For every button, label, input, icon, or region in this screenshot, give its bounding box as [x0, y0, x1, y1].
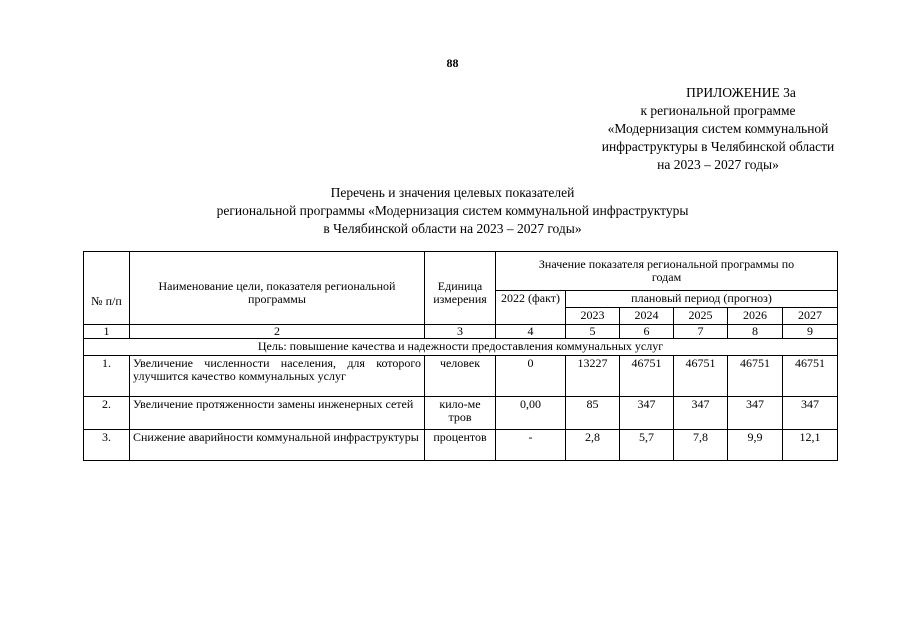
row-plan-value: 347	[620, 397, 674, 430]
header-unit	[425, 252, 496, 325]
header-value-group	[496, 252, 838, 291]
goal-row: Цель: повышение качества и надежности предоставления коммунальных услуг	[84, 339, 838, 356]
row-plan-value: 85	[566, 397, 620, 430]
header-plan-period	[566, 291, 838, 308]
header-unit-text: Единица измерения	[433, 279, 487, 306]
document-title	[0, 184, 905, 238]
row-unit	[425, 397, 496, 430]
document-title-line: региональной программы «Модернизация систем коммунальной инфраструктуры	[216, 203, 689, 218]
row-num: 2.	[84, 397, 130, 430]
column-number: 3	[425, 325, 496, 339]
appendix-title: ПРИЛОЖЕНИЕ 3а	[686, 85, 796, 100]
column-number: 8	[728, 325, 783, 339]
appendix-header	[568, 84, 868, 174]
header-name-text: Наименование цели, показателя региональной программы	[158, 279, 396, 306]
column-number: 1	[84, 325, 130, 339]
header-year: 2027	[783, 308, 838, 325]
row-plan-value: 46751	[783, 356, 838, 397]
page-number: 88	[446, 56, 459, 70]
row-unit-text: кило-метров	[439, 397, 481, 424]
header-fact-year-text: 2022 (факт)	[500, 291, 560, 305]
header-name	[130, 252, 425, 325]
row-plan-value: 347	[674, 397, 728, 430]
column-number: 2	[130, 325, 425, 339]
document-title-line: Перечень и значения целевых показателей	[330, 185, 575, 200]
column-number: 6	[620, 325, 674, 339]
header-plan-period-text: плановый период (прогноз)	[631, 291, 772, 305]
row-fact-value: 0,00	[496, 397, 566, 430]
column-number: 9	[783, 325, 838, 339]
row-indicator-name: Снижение аварийности коммунальной инфраструктуры	[130, 430, 425, 461]
document-title-line: в Челябинской области на 2023 – 2027 годы»	[323, 221, 582, 236]
row-fact-value: 0	[496, 356, 566, 397]
row-num: 3.	[84, 430, 130, 461]
row-plan-value: 5,7	[620, 430, 674, 461]
header-year: 2026	[728, 308, 783, 325]
header-fact-year	[496, 291, 566, 325]
row-plan-value: 46751	[674, 356, 728, 397]
header-num-text: № п/п	[91, 294, 122, 308]
appendix-line: «Модернизация систем коммунальной	[607, 121, 829, 136]
row-plan-value: 46751	[620, 356, 674, 397]
appendix-line: инфраструктуры в Челябинской области	[601, 139, 835, 154]
header-year: 2025	[674, 308, 728, 325]
row-plan-value: 9,9	[728, 430, 783, 461]
column-number: 7	[674, 325, 728, 339]
row-plan-value: 13227	[566, 356, 620, 397]
column-number: 5	[566, 325, 620, 339]
header-value-group-text: Значение показателя региональной программы по годам	[538, 257, 795, 284]
row-plan-value: 2,8	[566, 430, 620, 461]
indicators-table	[83, 251, 838, 461]
row-fact-value: -	[496, 430, 566, 461]
row-unit: человек	[425, 356, 496, 397]
row-plan-value: 46751	[728, 356, 783, 397]
row-plan-value: 7,8	[674, 430, 728, 461]
row-plan-value: 347	[728, 397, 783, 430]
header-num	[84, 252, 130, 325]
row-indicator-name: Увеличение численности населения, для которого улучшится качество коммунальных услуг	[130, 356, 425, 397]
row-indicator-name: Увеличение протяженности замены инженерных сетей	[130, 397, 425, 430]
header-year: 2024	[620, 308, 674, 325]
appendix-line: на 2023 – 2027 годы»	[657, 157, 779, 172]
row-plan-value: 347	[783, 397, 838, 430]
row-plan-value: 12,1	[783, 430, 838, 461]
column-number: 4	[496, 325, 566, 339]
appendix-line: к региональной программе	[640, 103, 796, 118]
row-num: 1.	[84, 356, 130, 397]
row-unit: процентов	[425, 430, 496, 461]
header-year: 2023	[566, 308, 620, 325]
